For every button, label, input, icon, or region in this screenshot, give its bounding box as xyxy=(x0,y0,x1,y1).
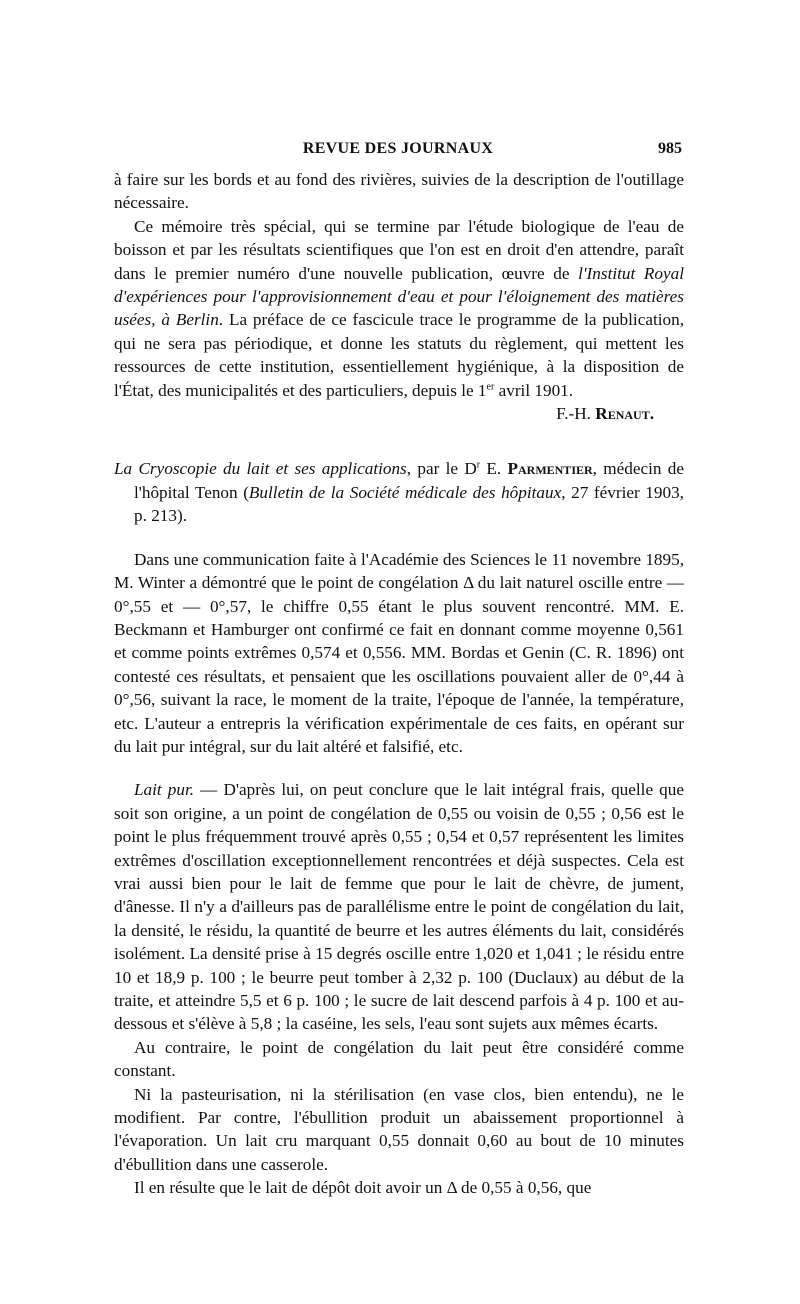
section-spacer xyxy=(114,425,684,457)
winter-paragraph: Dans une communication faite à l'Académie des Sciences le 11 novembre 1895, M. Winter a démontré que le point de congélation Δ du lait naturel oscille entre — 0°,55 et — 0°,57, le chiffre 0,55 étant le plus souvent rencontré. MM. E. Beckmann et Hamburger ont confirmé ce fait en donnant comme moyenne 0,561 et comme points extrêmes 0,574 et 0,556. MM. Bordas et Genin (C. R. 1896) ont contesté ces résultats, et pensaient que les oscillations pouvaient aller de 0°,44 à 0°,56, suivant la race, le moment de la traite, l'époque de l'année, la température, etc. L'auteur a entrepris la vérification expérimentale de ces faits, en opérant sur du lait pur intégral, sur du lait altéré et falsifié, etc. xyxy=(114,549,684,756)
reference-text-a: , par le D xyxy=(406,459,477,479)
page-number: 985 xyxy=(658,140,682,157)
memoir-text-c: avril 1901. xyxy=(494,380,574,400)
signature-initials: F.-H. xyxy=(556,404,596,424)
continuation-paragraph: à faire sur les bords et au fond des rivières, suivies de la description de l'outillage nécessaire. xyxy=(114,170,684,213)
pure-milk-heading: Lait pur. xyxy=(134,780,195,800)
paragraph-spacer xyxy=(114,528,684,548)
memoir-text-b: . La préface de ce fascicule trace le programme de la publication, qui ne sera pas périodique, et donne les statuts du règlement, qui mettent les ressources de cette institution, essentiellement hygiénique, à la disposition de l'État, des municipalités et des particuliers, depuis le 1 xyxy=(114,310,684,400)
reference-text-d: , 27 février 1903, p. 213). xyxy=(134,482,684,526)
journal-name: Bulletin de la Société médicale des hôpitaux xyxy=(248,482,562,502)
pure-milk-paragraph xyxy=(114,778,684,1035)
author-signature xyxy=(114,402,684,425)
article-reference xyxy=(114,457,684,527)
pure-milk-text: — D'après lui, on peut conclure que le lait intégral frais, quelle que soit son origine, a un point de congélation de 0,55 ou voisin de 0,55 ; 0,56 est le point le plus fréquemment trouvé après 0,55 ; 0,54 et 0,57 représentent les limites extrêmes d'oscillation exceptionnellement rencontrées et déjà suspectes. Cela est vrai aussi bien pour le lait de femme que pour le lait de chèvre, de jument, d'ânesse. Il n'y a d'ailleurs pas de parallélisme entre le point de congélation du lait, la densité, le résidu, la quantité de beurre et les autres éléments du lait, considérés isolément. La densité prise à 15 degrés oscille entre 1,020 et 1,041 ; le résidu entre 10 et 18,9 p. 100 ; le beurre peut tomber à 2,32 p. 100 (Duclaux) au début de la traite, et atteindre 5,5 et 6 p. 100 ; le sucre de lait descend parfois à 4 p. 100 et au-dessous et s'élève à 5,8 ; la caséine, les sels, l'eau sont sujets aux mêmes écarts. xyxy=(114,780,684,1034)
constant-paragraph: Au contraire, le point de congélation du lait peut être considéré comme constant. xyxy=(114,1037,684,1081)
article-title: La Cryoscopie du lait et ses applications xyxy=(114,459,407,479)
page-body xyxy=(114,168,684,1200)
signature-surname: Renaut. xyxy=(595,404,654,424)
conclusion-paragraph: Il en résulte que le lait de dépôt doit avoir un Δ de 0,55 à 0,56, que xyxy=(134,1178,592,1198)
memoir-paragraph xyxy=(114,215,684,402)
running-title: REVUE DES JOURNAUX xyxy=(302,140,494,157)
page-header xyxy=(114,140,682,164)
memoir-text-a: Ce mémoire très spécial, qui se termine par l'étude biologique de l'eau de boisson et par les résultats scientifiques que l'on est en droit d'en attendre, paraît dans le premier numéro d'une nouvelle publication, œuvre de xyxy=(114,216,684,283)
ordinal-superscript: er xyxy=(486,380,495,392)
doctor-superscript: r xyxy=(476,459,481,471)
article-author: Parmentier xyxy=(507,459,593,479)
reference-text-c: , médecin de l'hôpital Tenon ( xyxy=(134,459,684,502)
paragraph-spacer xyxy=(114,758,684,778)
pasteurisation-paragraph: Ni la pasteurisation, ni la stérilisation (en vase clos, bien entendu), ne le modifient. Par contre, l'ébullition produit un abaissement proportionnel à l'évaporation. Un lait cru marquant 0,55 donnait 0,60 au bout de 10 minutes d'ébullition dans une casserole. xyxy=(114,1084,684,1174)
institute-name: l'Institut Royal d'expériences pour l'approvisionnement d'eau et pour l'éloignement des matières usées, à Berlin xyxy=(114,263,684,330)
reference-text-b: E. xyxy=(480,459,508,479)
